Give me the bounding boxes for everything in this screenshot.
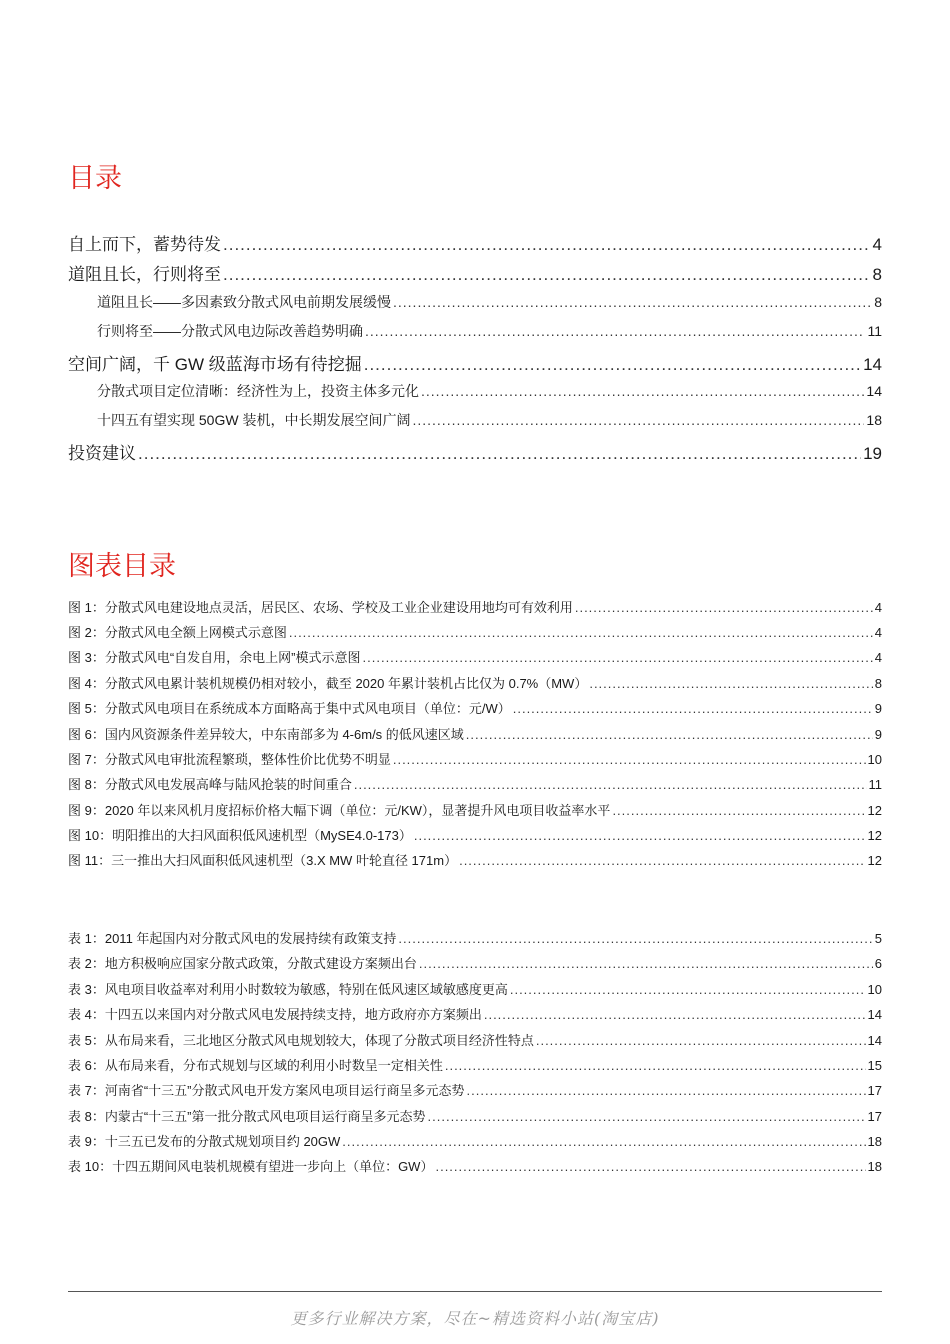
figure-entry[interactable]: 图 9：2020 年以来风机月度招标价格大幅下调（单位：元/KW），显著提升风电项目收益率水平 ..... 12 bbox=[68, 800, 882, 820]
toc-subentry[interactable]: 行则将至——分散式风电边际改善趋势明确 ..... 11 bbox=[97, 321, 882, 343]
toc-subentry[interactable]: 道阻且长——多因素致分散式风电前期发展缓慢 ..... 8 bbox=[97, 292, 882, 314]
table-entry[interactable]: 表 3：风电项目收益率对利用小时数较为敏感，特别在低风速区域敏感度更高 ..... 10 bbox=[68, 979, 882, 999]
toc-entry[interactable]: 投资建议 ..... 19 bbox=[68, 439, 882, 465]
table-entry[interactable]: 表 1：2011 年起国内对分散式风电的发展持续有政策支持 ..... 5 bbox=[68, 928, 882, 948]
table-entry[interactable]: 表 8：内蒙古“十三五”第一批分散式风电项目运行商呈多元态势 ..... 17 bbox=[68, 1106, 882, 1126]
table-entry[interactable]: 表 9：十三五已发布的分散式规划项目约 20GW ..... 18 bbox=[68, 1131, 882, 1151]
toc-subentry[interactable]: 十四五有望实现 50GW 装机，中长期发展空间广阔 ..... 18 bbox=[97, 410, 882, 432]
figure-entry[interactable]: 图 11：三一推出大扫风面积低风速机型（3.X MW 叶轮直径 171m） ..... 12 bbox=[68, 850, 882, 870]
figure-entry[interactable]: 图 4：分散式风电累计装机规模仍相对较小，截至 2020 年累计装机占比仅为 0.7%（MW） ..... 8 bbox=[68, 673, 882, 693]
table-entry[interactable]: 表 5：从布局来看，三北地区分散式风电规划较大，体现了分散式项目经济性特点 ..... 14 bbox=[68, 1030, 882, 1050]
table-entry[interactable]: 表 2：地方积极响应国家分散式政策，分散式建设方案频出台 ..... 6 bbox=[68, 953, 882, 973]
table-entry[interactable]: 表 7：河南省“十三五”分散式风电开发方案风电项目运行商呈多元态势 ..... 17 bbox=[68, 1080, 882, 1100]
table-entry[interactable]: 表 4：十四五以来国内对分散式风电发展持续支持，地方政府亦方案频出 ..... 14 bbox=[68, 1004, 882, 1024]
figure-entry[interactable]: 图 7：分散式风电审批流程繁琐，整体性价比优势不明显 ..... 10 bbox=[68, 749, 882, 769]
figure-entry[interactable]: 图 3：分散式风电“自发自用，余电上网”模式示意图 ..... 4 bbox=[68, 647, 882, 667]
figure-entry[interactable]: 图 10：明阳推出的大扫风面积低风速机型（MySE4.0-173） ..... 12 bbox=[68, 825, 882, 845]
figure-entry[interactable]: 图 2：分散式风电全额上网模式示意图 ..... 4 bbox=[68, 622, 882, 642]
toc-entry[interactable]: 道阻且长，行则将至 ..... 8 bbox=[68, 260, 882, 286]
figure-entry[interactable]: 图 5：分散式风电项目在系统成本方面略高于集中式风电项目（单位：元/W） ..... 9 bbox=[68, 698, 882, 718]
figure-entry[interactable]: 图 1：分散式风电建设地点灵活，居民区、农场、学校及工业企业建设用地均可有效利用 ..... 4 bbox=[68, 597, 882, 617]
toc-entry[interactable]: 空间广阔，千 GW 级蓝海市场有待挖掘 ..... 14 bbox=[68, 350, 882, 376]
toc-subentry[interactable]: 分散式项目定位清晰：经济性为上，投资主体多元化 ..... 14 bbox=[97, 381, 882, 403]
toc-title: 目录 bbox=[68, 163, 122, 193]
footer-divider bbox=[68, 1291, 882, 1292]
table-entry[interactable]: 表 6：从布局来看，分布式规划与区域的利用小时数呈一定相关性 ..... 15 bbox=[68, 1055, 882, 1075]
figure-entry[interactable]: 图 6：国内风资源条件差异较大，中东南部多为 4-6m/s 的低风速区域 ..... 9 bbox=[68, 724, 882, 744]
figure-entry[interactable]: 图 8：分散式风电发展高峰与陆风抢装的时间重合 ..... 11 bbox=[68, 774, 882, 794]
figure-list-title: 图表目录 bbox=[68, 551, 176, 581]
table-entry[interactable]: 表 10：十四五期间风电装机规模有望进一步向上（单位：GW） ..... 18 bbox=[68, 1156, 882, 1176]
toc-entry[interactable]: 自上而下，蓄势待发 ..... 4 bbox=[68, 230, 882, 256]
footer-watermark-text: 更多行业解决方案，尽在~精选资料小站(淘宝店) bbox=[290, 1309, 660, 1328]
